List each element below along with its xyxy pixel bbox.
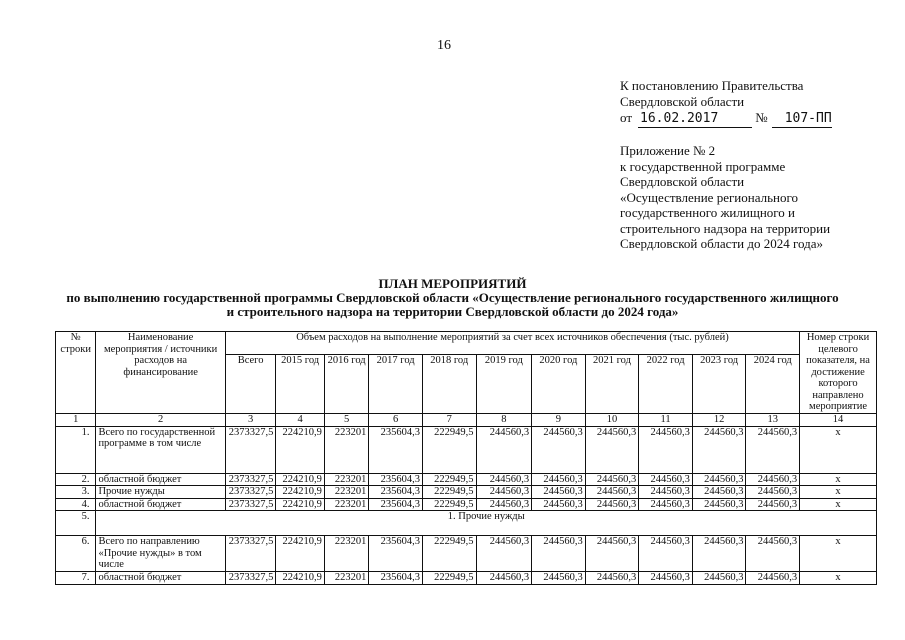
value-cell: 2373327,5	[225, 426, 276, 473]
value-cell: 235604,3	[369, 486, 423, 499]
table-row	[56, 426, 877, 473]
value-cell: 244560,3	[692, 536, 746, 572]
approval-block	[620, 78, 832, 128]
target-cell: x	[800, 486, 877, 499]
value-cell: 224210,9	[276, 426, 325, 473]
value-cell: 244560,3	[639, 486, 693, 499]
value-cell: 244560,3	[692, 572, 746, 585]
value-cell: 244560,3	[746, 498, 800, 511]
value-cell: 244560,3	[585, 572, 639, 585]
column-number: 2	[96, 413, 225, 426]
value-cell: 222949,5	[422, 498, 476, 511]
value-cell: 2373327,5	[225, 486, 276, 499]
value-cell: 2373327,5	[225, 536, 276, 572]
header-year: 2019 год	[476, 355, 532, 413]
value-cell: 235604,3	[369, 498, 423, 511]
value-cell: 222949,5	[422, 426, 476, 473]
row-number: 5.	[56, 511, 96, 536]
target-cell: x	[800, 498, 877, 511]
annex-line: строительного надзора на территории	[620, 220, 831, 236]
number-label: №	[755, 110, 768, 125]
row-name: Прочие нужды	[96, 486, 225, 499]
header-year: 2015 год	[276, 355, 325, 413]
header-year: 2020 год	[532, 355, 586, 413]
value-cell: 235604,3	[369, 572, 423, 585]
value-cell: 244560,3	[532, 498, 586, 511]
value-cell: 223201	[324, 486, 368, 499]
value-cell: 244560,3	[532, 426, 586, 473]
page-number: 16	[437, 38, 451, 53]
target-cell: x	[800, 426, 877, 473]
value-cell: 244560,3	[639, 498, 693, 511]
column-number: 6	[369, 413, 423, 426]
target-cell: x	[800, 572, 877, 585]
row-name: областной бюджет	[96, 572, 225, 585]
value-cell: 244560,3	[746, 536, 800, 572]
value-cell: 223201	[324, 572, 368, 585]
table-row	[56, 486, 877, 499]
value-cell: 244560,3	[746, 473, 800, 486]
row-number: 4.	[56, 498, 96, 511]
column-number: 14	[800, 413, 877, 426]
value-cell: 235604,3	[369, 426, 423, 473]
value-cell: 244560,3	[746, 572, 800, 585]
value-cell: 244560,3	[476, 498, 532, 511]
plan-title: ПЛАН МЕРОПРИЯТИЙ	[378, 276, 527, 291]
value-cell: 244560,3	[476, 572, 532, 585]
approval-line-2: Свердловской области	[620, 94, 745, 109]
table-row	[56, 498, 877, 511]
row-name: Всего по государственной программе в том числе	[96, 426, 225, 473]
value-cell: 244560,3	[692, 473, 746, 486]
value-cell: 244560,3	[532, 572, 586, 585]
column-number: 1	[56, 413, 96, 426]
value-cell: 223201	[324, 536, 368, 572]
value-cell: 2373327,5	[225, 572, 276, 585]
value-cell: 244560,3	[476, 536, 532, 572]
value-cell: 222949,5	[422, 486, 476, 499]
column-number: 9	[532, 413, 586, 426]
header-volume: Объем расходов на выполнение мероприятий за счет всех источников обеспечения (тыс. рублей)	[225, 332, 799, 355]
annex-line: Свердловской области до 2024 года»	[620, 236, 823, 251]
value-cell: 244560,3	[639, 426, 693, 473]
value-cell: 244560,3	[746, 486, 800, 499]
approval-date-line	[620, 110, 832, 128]
value-cell: 244560,3	[692, 498, 746, 511]
header-target: Номер строки целевого показателя, на достижение которого направлено мероприятие	[800, 332, 877, 414]
value-cell: 244560,3	[532, 473, 586, 486]
value-cell: 244560,3	[639, 536, 693, 572]
section-title: 1. Прочие нужды	[96, 511, 877, 536]
header-year: 2024 год	[746, 355, 800, 413]
header-year: 2021 год	[585, 355, 639, 413]
annex-line: государственного жилищного и	[620, 205, 796, 220]
column-number: 12	[692, 413, 746, 426]
annex-line: Свердловской области	[620, 174, 745, 189]
value-cell: 2373327,5	[225, 473, 276, 486]
plan-subtitle-2: и строительного надзора на территории Свердловской области до 2024 года»	[226, 304, 679, 319]
value-cell: 235604,3	[369, 536, 423, 572]
annex-line: к государственной программе	[620, 158, 786, 174]
value-cell: 224210,9	[276, 498, 325, 511]
row-name: областной бюджет	[96, 498, 225, 511]
value-cell: 222949,5	[422, 473, 476, 486]
column-number: 8	[476, 413, 532, 426]
annex-block	[620, 143, 830, 252]
header-year: 2016 год	[324, 355, 368, 413]
plan-table	[55, 331, 877, 585]
plan-subtitle-1: по выполнению государственной программы Свердловской области «Осуществление регионального государственного жилищного	[66, 290, 839, 305]
row-number: 1.	[56, 426, 96, 473]
target-cell: x	[800, 473, 877, 486]
value-cell: 224210,9	[276, 486, 325, 499]
annex-line: «Осуществление регионального	[620, 189, 798, 205]
handwritten-date: 16.02.2017	[638, 111, 752, 128]
value-cell: 244560,3	[692, 486, 746, 499]
table-row	[56, 473, 877, 486]
header-year: 2018 год	[422, 355, 476, 413]
value-cell: 235604,3	[369, 473, 423, 486]
row-number: 3.	[56, 486, 96, 499]
value-cell: 244560,3	[476, 473, 532, 486]
value-cell: 244560,3	[639, 473, 693, 486]
value-cell: 244560,3	[585, 498, 639, 511]
value-cell: 244560,3	[532, 486, 586, 499]
value-cell: 2373327,5	[225, 498, 276, 511]
value-cell: 244560,3	[585, 486, 639, 499]
column-number: 7	[422, 413, 476, 426]
row-number: 2.	[56, 473, 96, 486]
value-cell: 224210,9	[276, 536, 325, 572]
value-cell: 222949,5	[422, 536, 476, 572]
table-row	[56, 536, 877, 572]
annex-line: Приложение № 2	[620, 143, 716, 158]
header-year: 2022 год	[639, 355, 693, 413]
header-year: Всего	[225, 355, 276, 413]
row-name: Всего по направлению «Прочие нужды» в том числе	[96, 536, 225, 572]
value-cell: 224210,9	[276, 473, 325, 486]
value-cell: 244560,3	[476, 486, 532, 499]
column-number: 11	[639, 413, 693, 426]
value-cell: 244560,3	[639, 572, 693, 585]
value-cell: 222949,5	[422, 572, 476, 585]
handwritten-number: 107-ПП	[772, 111, 832, 128]
row-name: областной бюджет	[96, 473, 225, 486]
row-number: 7.	[56, 572, 96, 585]
column-number: 10	[585, 413, 639, 426]
column-number: 5	[324, 413, 368, 426]
value-cell: 244560,3	[585, 473, 639, 486]
target-cell: x	[800, 536, 877, 572]
column-number: 3	[225, 413, 276, 426]
table-row	[56, 572, 877, 585]
value-cell: 244560,3	[746, 426, 800, 473]
value-cell: 223201	[324, 426, 368, 473]
header-year: 2023 год	[692, 355, 746, 413]
header-year: 2017 год	[369, 355, 423, 413]
section-row	[56, 511, 877, 536]
approval-line-1: К постановлению Правительства	[620, 78, 804, 93]
value-cell: 244560,3	[532, 536, 586, 572]
row-number: 6.	[56, 536, 96, 572]
value-cell: 244560,3	[476, 426, 532, 473]
from-label: от	[620, 110, 633, 125]
header-name: Наименование мероприятия / источники расходов на финансирование	[96, 332, 225, 414]
value-cell: 223201	[324, 473, 368, 486]
value-cell: 224210,9	[276, 572, 325, 585]
value-cell: 244560,3	[585, 536, 639, 572]
column-number: 4	[276, 413, 325, 426]
value-cell: 244560,3	[692, 426, 746, 473]
value-cell: 223201	[324, 498, 368, 511]
header-row-number: № строки	[56, 332, 96, 414]
value-cell: 244560,3	[585, 426, 639, 473]
column-number: 13	[746, 413, 800, 426]
